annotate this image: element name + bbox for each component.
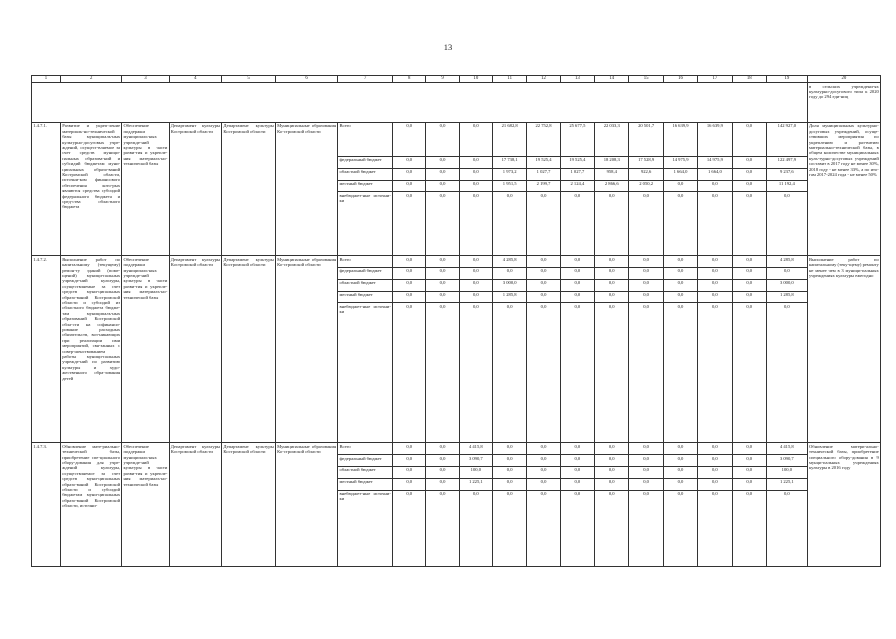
funding-value-cell: 0,0 <box>459 291 492 303</box>
funding-value-cell: 0,0 <box>527 467 560 479</box>
column-number-cell: 5 <box>222 76 276 83</box>
funding-value-cell: 3 090,7 <box>766 455 807 467</box>
funding-value-cell: 0,0 <box>732 478 766 490</box>
funding-value-cell: 0,0 <box>732 490 766 566</box>
funding-value-cell: 0,0 <box>459 122 492 156</box>
activity-description-cell: Выполнение работ по капитальному (текущему) ремон-ту зданий (поме-щений) муници-пальных учрежде-ний культуры, осуществляемые за счет средств муни-ципальных образо-ваний Костромской области и субсидий из областного бюджета бюдже-там муниципаль-ных образований Костромской обла-сти на софинанси-рование расходных обязательств, воз-никающих при реализации ими мероприятий, свя-занных с совер-шенствованием работы муници-пальных учрежде-ний по развитию культуры и худо-жественного обра-зования детей <box>61 256 122 443</box>
funding-value-cell: 0,0 <box>629 192 663 256</box>
funding-value-cell: 0,0 <box>732 256 766 268</box>
funding-value-cell: 0,0 <box>732 168 766 180</box>
column-number-cell: 1 <box>32 76 61 83</box>
funding-value-cell: 0,0 <box>629 490 663 566</box>
activity-description-cell: Развитие и укреп-ление материаль-но-технической базы муниципаль-ных культурно-досуговых учре-ждений, осущест-вляемое за счет средств муници-пальных образова-ний и субсидий бюджетам муни-ципальных образо-ваний Костромской области, источни-ком финансового обеспечения кото-рых являются средства субсидий федерального бюджета и сред-ства областного бюджета <box>61 122 122 255</box>
funding-value-cell: 0,0 <box>663 443 697 455</box>
funding-value-cell: 0,0 <box>492 467 526 479</box>
column-number-cell: 17 <box>698 76 732 83</box>
funding-value-cell: 0,0 <box>663 180 697 192</box>
funding-value-cell: 0,0 <box>560 256 594 268</box>
funding-value-cell: 0,0 <box>560 467 594 479</box>
funding-value-cell: 0,0 <box>527 478 560 490</box>
funding-value-cell: 0,0 <box>732 122 766 156</box>
funding-value-cell: 0,0 <box>459 303 492 443</box>
funding-value-cell: 1 285,8 <box>766 291 807 303</box>
funding-value-cell: 0,0 <box>766 268 807 280</box>
funding-source-cell: областной бюджет <box>338 467 393 479</box>
expected-result-cell: Доля муниципальных культурно-досуговых учреждений, осуще-ствивших мероприятия по укреплению и раз-витию материально-технической базы, в общем количестве муниципальных куль-турно-досуговых учреждений составит в 2017 году не менее 30%, 2018 году - не менее 33%, а по ито-гам 2017-2024 года - не менее 50% <box>807 122 880 255</box>
column-number-cell: 9 <box>426 76 459 83</box>
funding-row <box>32 256 881 268</box>
table-body <box>32 76 881 567</box>
funding-source-cell: федеральный бюджет <box>338 268 393 280</box>
funding-value-cell: 0,0 <box>732 467 766 479</box>
funding-value-cell: 4 285,8 <box>766 256 807 268</box>
funding-source-cell: федеральный бюджет <box>338 455 393 467</box>
funding-value-cell: 0,0 <box>527 443 560 455</box>
funding-source-cell: местный бюджет <box>338 478 393 490</box>
continuation-row <box>32 83 881 123</box>
activity-purpose-cell: Обеспечение поддержки муниципаль-ных учрежде-ний культуры в части разви-тия и укрепле-ния материаль-но-технической базы <box>122 122 169 255</box>
funding-source-cell: внебюджет-ные источни-ки <box>338 192 393 256</box>
funding-value-cell: 0,0 <box>560 303 594 443</box>
co-executor-cell: Департамент культуры Костромской области <box>222 122 276 255</box>
funding-value-cell: 0,0 <box>595 490 629 566</box>
funding-value-cell: 0,0 <box>732 268 766 280</box>
funding-value-cell: 0,0 <box>426 168 459 180</box>
funding-value-cell: 0,0 <box>393 268 426 280</box>
funding-value-cell: 0,0 <box>663 291 697 303</box>
funding-value-cell: 0,0 <box>459 268 492 280</box>
funding-value-cell: 0,0 <box>698 256 732 268</box>
funding-value-cell: 0,0 <box>426 291 459 303</box>
funding-value-cell: 0,0 <box>560 443 594 455</box>
funding-value-cell: 0,0 <box>766 192 807 256</box>
funding-value-cell: 0,0 <box>732 156 766 168</box>
funding-value-cell: 0,0 <box>393 122 426 156</box>
funding-value-cell: 1 027,7 <box>527 168 560 180</box>
funding-value-cell: 0,0 <box>393 478 426 490</box>
column-number-cell: 18 <box>732 76 766 83</box>
funding-value-cell: 0,0 <box>629 467 663 479</box>
activity-code-cell: 1.4.7.1. <box>32 122 61 255</box>
funding-value-cell: 0,0 <box>732 180 766 192</box>
funding-value-cell: 4 285,8 <box>492 256 526 268</box>
funding-value-cell: 0,0 <box>459 192 492 256</box>
funding-value-cell: 0,0 <box>698 478 732 490</box>
column-number-cell: 2 <box>61 76 122 83</box>
column-number-cell: 4 <box>169 76 222 83</box>
funding-value-cell: 20 501,7 <box>629 122 663 156</box>
participant-cell: Муниципальные образования Ко-стромской области <box>275 122 337 255</box>
funding-value-cell: 0,0 <box>527 256 560 268</box>
funding-value-cell: 0,0 <box>459 168 492 180</box>
funding-value-cell: 958,4 <box>595 168 629 180</box>
funding-value-cell: 0,0 <box>426 279 459 291</box>
funding-value-cell: 0,0 <box>426 478 459 490</box>
column-number-cell: 15 <box>629 76 663 83</box>
funding-value-cell: 16 639,9 <box>698 122 732 156</box>
funding-value-cell: 0,0 <box>732 443 766 455</box>
funding-value-cell: 0,0 <box>698 467 732 479</box>
funding-value-cell: 100,0 <box>766 467 807 479</box>
funding-value-cell: 1 225,1 <box>459 478 492 490</box>
funding-value-cell: 0,0 <box>595 256 629 268</box>
funding-value-cell: 0,0 <box>629 268 663 280</box>
column-number-cell: 16 <box>663 76 697 83</box>
activity-purpose-cell: Обеспечение поддержки муниципаль-ных учрежде-ний культуры в части разви-тия и укрепле-ния материаль-но-технической базы <box>122 256 169 443</box>
funding-value-cell: 0,0 <box>393 156 426 168</box>
funding-value-cell: 0,0 <box>426 192 459 256</box>
funding-value-cell: 0,0 <box>595 192 629 256</box>
continuation-result-cell: в сельских учреждени-ях культурно-досугового типа к 2020 году до 294 еди-ниц <box>807 83 880 123</box>
funding-value-cell: 11 192,4 <box>766 180 807 192</box>
participant-cell: Муниципальные образования Ко-стромской области <box>275 256 337 443</box>
funding-value-cell: 0,0 <box>629 443 663 455</box>
funding-value-cell: 16 639,9 <box>663 122 697 156</box>
funding-value-cell: 0,0 <box>527 268 560 280</box>
funding-source-cell: внебюджет-ные источни-ки <box>338 303 393 443</box>
funding-value-cell: 18 208,3 <box>595 156 629 168</box>
funding-value-cell: 0,0 <box>560 192 594 256</box>
activity-description-cell: Обновление мате-риально-технической базы, приобретение спе-циального обору-дования для учре-ждений культуры, осуществляемое за счет средств муни-ципальных образо-ваний Костромской области и субсидий бюджетам муни-ципальных образо-ваний Костромской области, источни- <box>61 443 122 566</box>
funding-value-cell: 0,0 <box>492 443 526 455</box>
funding-value-cell: 0,0 <box>426 156 459 168</box>
funding-source-cell: Всего <box>338 122 393 156</box>
funding-value-cell: 0,0 <box>426 455 459 467</box>
funding-value-cell: 1 664,0 <box>698 168 732 180</box>
funding-value-cell: 0,0 <box>629 291 663 303</box>
funding-value-cell: 0,0 <box>393 467 426 479</box>
funding-value-cell: 9 237,6 <box>766 168 807 180</box>
participant-cell: Муниципальные образования Ко-стромской области <box>275 443 337 566</box>
page-number: 13 <box>443 42 453 52</box>
funding-value-cell: 122 497,9 <box>766 156 807 168</box>
funding-value-cell: 2 050,2 <box>629 180 663 192</box>
funding-value-cell: 0,0 <box>393 192 426 256</box>
funding-value-cell: 1 027,7 <box>560 168 594 180</box>
funding-value-cell: 0,0 <box>560 478 594 490</box>
funding-value-cell: 0,0 <box>663 268 697 280</box>
funding-value-cell: 0,0 <box>698 279 732 291</box>
funding-value-cell: 0,0 <box>426 467 459 479</box>
funding-value-cell: 1 225,1 <box>766 478 807 490</box>
funding-value-cell: 0,0 <box>426 268 459 280</box>
funding-value-cell: 0,0 <box>426 256 459 268</box>
funding-value-cell: 17 528,9 <box>629 156 663 168</box>
funding-value-cell: 0,0 <box>393 168 426 180</box>
column-number-cell: 11 <box>492 76 526 83</box>
funding-value-cell: 19 525,4 <box>527 156 560 168</box>
funding-value-cell: 0,0 <box>663 256 697 268</box>
funding-value-cell: 0,0 <box>560 490 594 566</box>
funding-value-cell: 0,0 <box>595 478 629 490</box>
funding-value-cell: 0,0 <box>527 490 560 566</box>
funding-value-cell: 0,0 <box>663 192 697 256</box>
funding-value-cell: 0,0 <box>629 478 663 490</box>
funding-value-cell: 0,0 <box>595 268 629 280</box>
funding-value-cell: 0,0 <box>492 455 526 467</box>
co-executor-cell: Департамент культуры Костромской области <box>222 443 276 566</box>
funding-value-cell: 0,0 <box>393 490 426 566</box>
funding-value-cell: 0,0 <box>698 490 732 566</box>
funding-value-cell: 0,0 <box>393 256 426 268</box>
funding-value-cell: 0,0 <box>492 192 526 256</box>
funding-value-cell: 0,0 <box>663 455 697 467</box>
column-number-cell: 7 <box>338 76 393 83</box>
funding-value-cell: 100,0 <box>459 467 492 479</box>
funding-value-cell: 0,0 <box>629 455 663 467</box>
funding-value-cell: 0,0 <box>560 268 594 280</box>
funding-value-cell: 0,0 <box>492 268 526 280</box>
funding-source-cell: Всего <box>338 256 393 268</box>
funding-value-cell: 0,0 <box>459 180 492 192</box>
funding-value-cell: 0,0 <box>732 455 766 467</box>
funding-value-cell: 0,0 <box>663 467 697 479</box>
responsible-executor-cell: Департамент культуры Костромской области <box>169 122 222 255</box>
funding-value-cell: 0,0 <box>426 490 459 566</box>
funding-value-cell: 0,0 <box>426 303 459 443</box>
funding-value-cell: 0,0 <box>595 291 629 303</box>
funding-value-cell: 0,0 <box>732 279 766 291</box>
continuation-empty-cell <box>32 83 808 123</box>
funding-value-cell: 0,0 <box>629 279 663 291</box>
funding-value-cell: 0,0 <box>663 490 697 566</box>
column-number-cell: 6 <box>275 76 337 83</box>
funding-value-cell: 1 973,2 <box>492 168 526 180</box>
column-number-cell: 14 <box>595 76 629 83</box>
funding-source-cell: Всего <box>338 443 393 455</box>
funding-value-cell: 2 199,7 <box>527 180 560 192</box>
funding-value-cell: 0,0 <box>629 256 663 268</box>
funding-source-cell: федеральный бюджет <box>338 156 393 168</box>
funding-row <box>32 443 881 455</box>
funding-value-cell: 0,0 <box>527 192 560 256</box>
funding-source-cell: местный бюджет <box>338 180 393 192</box>
column-number-cell: 12 <box>527 76 560 83</box>
funding-value-cell: 0,0 <box>595 303 629 443</box>
funding-value-cell: 1 285,8 <box>492 291 526 303</box>
funding-value-cell: 3 090,7 <box>459 455 492 467</box>
column-number-cell: 13 <box>560 76 594 83</box>
program-activities-table <box>31 75 881 567</box>
funding-value-cell: 0,0 <box>732 291 766 303</box>
responsible-executor-cell: Департамент культуры Костромской области <box>169 256 222 443</box>
activity-purpose-cell: Обеспечение поддержки муниципаль-ных учрежде-ний культуры в части разви-тия и укрепле-ния материаль-но-технической базы <box>122 443 169 566</box>
funding-value-cell: 2 866,6 <box>595 180 629 192</box>
funding-value-cell: 142 927,0 <box>766 122 807 156</box>
funding-source-cell: областной бюджет <box>338 168 393 180</box>
funding-value-cell: 0,0 <box>459 490 492 566</box>
funding-value-cell: 0,0 <box>459 156 492 168</box>
funding-value-cell: 0,0 <box>732 303 766 443</box>
funding-value-cell: 19 525,4 <box>560 156 594 168</box>
co-executor-cell: Департамент культуры Костромской области <box>222 256 276 443</box>
funding-value-cell: 0,0 <box>393 279 426 291</box>
funding-value-cell: 17 738,1 <box>492 156 526 168</box>
funding-value-cell: 2 124,4 <box>560 180 594 192</box>
funding-value-cell: 0,0 <box>492 478 526 490</box>
activity-code-cell: 1.4.7.3. <box>32 443 61 566</box>
funding-value-cell: 0,0 <box>527 291 560 303</box>
column-number-cell: 19 <box>766 76 807 83</box>
funding-value-cell: 25 677,5 <box>560 122 594 156</box>
funding-value-cell: 0,0 <box>698 180 732 192</box>
funding-value-cell: 0,0 <box>560 455 594 467</box>
funding-value-cell: 0,0 <box>560 279 594 291</box>
funding-value-cell: 0,0 <box>393 455 426 467</box>
expected-result-cell: Выполнение работ по капитальному (теку-щему) ремонту не менее чем в 3 муници-пальных учреждениях культуры ежегодно <box>807 256 880 443</box>
funding-value-cell: 0,0 <box>663 303 697 443</box>
funding-value-cell: 14 975,9 <box>698 156 732 168</box>
column-number-row <box>32 76 881 83</box>
funding-value-cell: 0,0 <box>527 279 560 291</box>
funding-value-cell: 0,0 <box>560 291 594 303</box>
funding-value-cell: 14 975,9 <box>663 156 697 168</box>
funding-value-cell: 0,0 <box>663 279 697 291</box>
funding-value-cell: 0,0 <box>492 490 526 566</box>
funding-value-cell: 22 033,3 <box>595 122 629 156</box>
funding-value-cell: 0,0 <box>732 192 766 256</box>
funding-source-cell: областной бюджет <box>338 279 393 291</box>
funding-value-cell: 0,0 <box>595 279 629 291</box>
funding-value-cell: 0,0 <box>698 291 732 303</box>
funding-value-cell: 0,0 <box>527 303 560 443</box>
funding-value-cell: 922,6 <box>629 168 663 180</box>
funding-value-cell: 0,0 <box>766 303 807 443</box>
funding-row <box>32 122 881 156</box>
column-number-cell: 10 <box>459 76 492 83</box>
funding-value-cell: 3 000,0 <box>492 279 526 291</box>
column-number-cell: 8 <box>393 76 426 83</box>
funding-value-cell: 0,0 <box>527 455 560 467</box>
funding-value-cell: 1 951,5 <box>492 180 526 192</box>
funding-value-cell: 0,0 <box>629 303 663 443</box>
funding-value-cell: 0,0 <box>393 180 426 192</box>
funding-value-cell: 0,0 <box>459 279 492 291</box>
funding-value-cell: 0,0 <box>766 490 807 566</box>
funding-value-cell: 0,0 <box>663 478 697 490</box>
funding-value-cell: 3 000,0 <box>766 279 807 291</box>
funding-value-cell: 0,0 <box>393 303 426 443</box>
funding-value-cell: 0,0 <box>698 192 732 256</box>
funding-value-cell: 0,0 <box>595 455 629 467</box>
expected-result-cell: Обновление матери-ально-технической базы, приобретение специального обору-дования в 9 мунци-пальных учреждениях культуры в 2016 году <box>807 443 880 566</box>
column-number-cell: 20 <box>807 76 880 83</box>
funding-value-cell: 0,0 <box>492 303 526 443</box>
funding-value-cell: 0,0 <box>595 443 629 455</box>
funding-value-cell: 0,0 <box>393 291 426 303</box>
funding-value-cell: 4 415,8 <box>766 443 807 455</box>
funding-value-cell: 21 682,8 <box>492 122 526 156</box>
funding-source-cell: внебюджет-ные источни-ки <box>338 490 393 566</box>
funding-value-cell: 0,0 <box>698 268 732 280</box>
funding-value-cell: 0,0 <box>698 443 732 455</box>
funding-value-cell: 0,0 <box>426 443 459 455</box>
funding-source-cell: местный бюджет <box>338 291 393 303</box>
funding-value-cell: 4 415,8 <box>459 443 492 455</box>
activity-code-cell: 1.4.7.2. <box>32 256 61 443</box>
responsible-executor-cell: Департамент культуры Костромской области <box>169 443 222 566</box>
funding-value-cell: 0,0 <box>393 443 426 455</box>
funding-value-cell: 0,0 <box>426 122 459 156</box>
funding-value-cell: 0,0 <box>698 455 732 467</box>
funding-value-cell: 0,0 <box>698 303 732 443</box>
funding-value-cell: 22 752,8 <box>527 122 560 156</box>
funding-value-cell: 0,0 <box>459 256 492 268</box>
funding-value-cell: 0,0 <box>426 180 459 192</box>
funding-value-cell: 0,0 <box>595 467 629 479</box>
funding-value-cell: 1 664,0 <box>663 168 697 180</box>
column-number-cell: 3 <box>122 76 169 83</box>
